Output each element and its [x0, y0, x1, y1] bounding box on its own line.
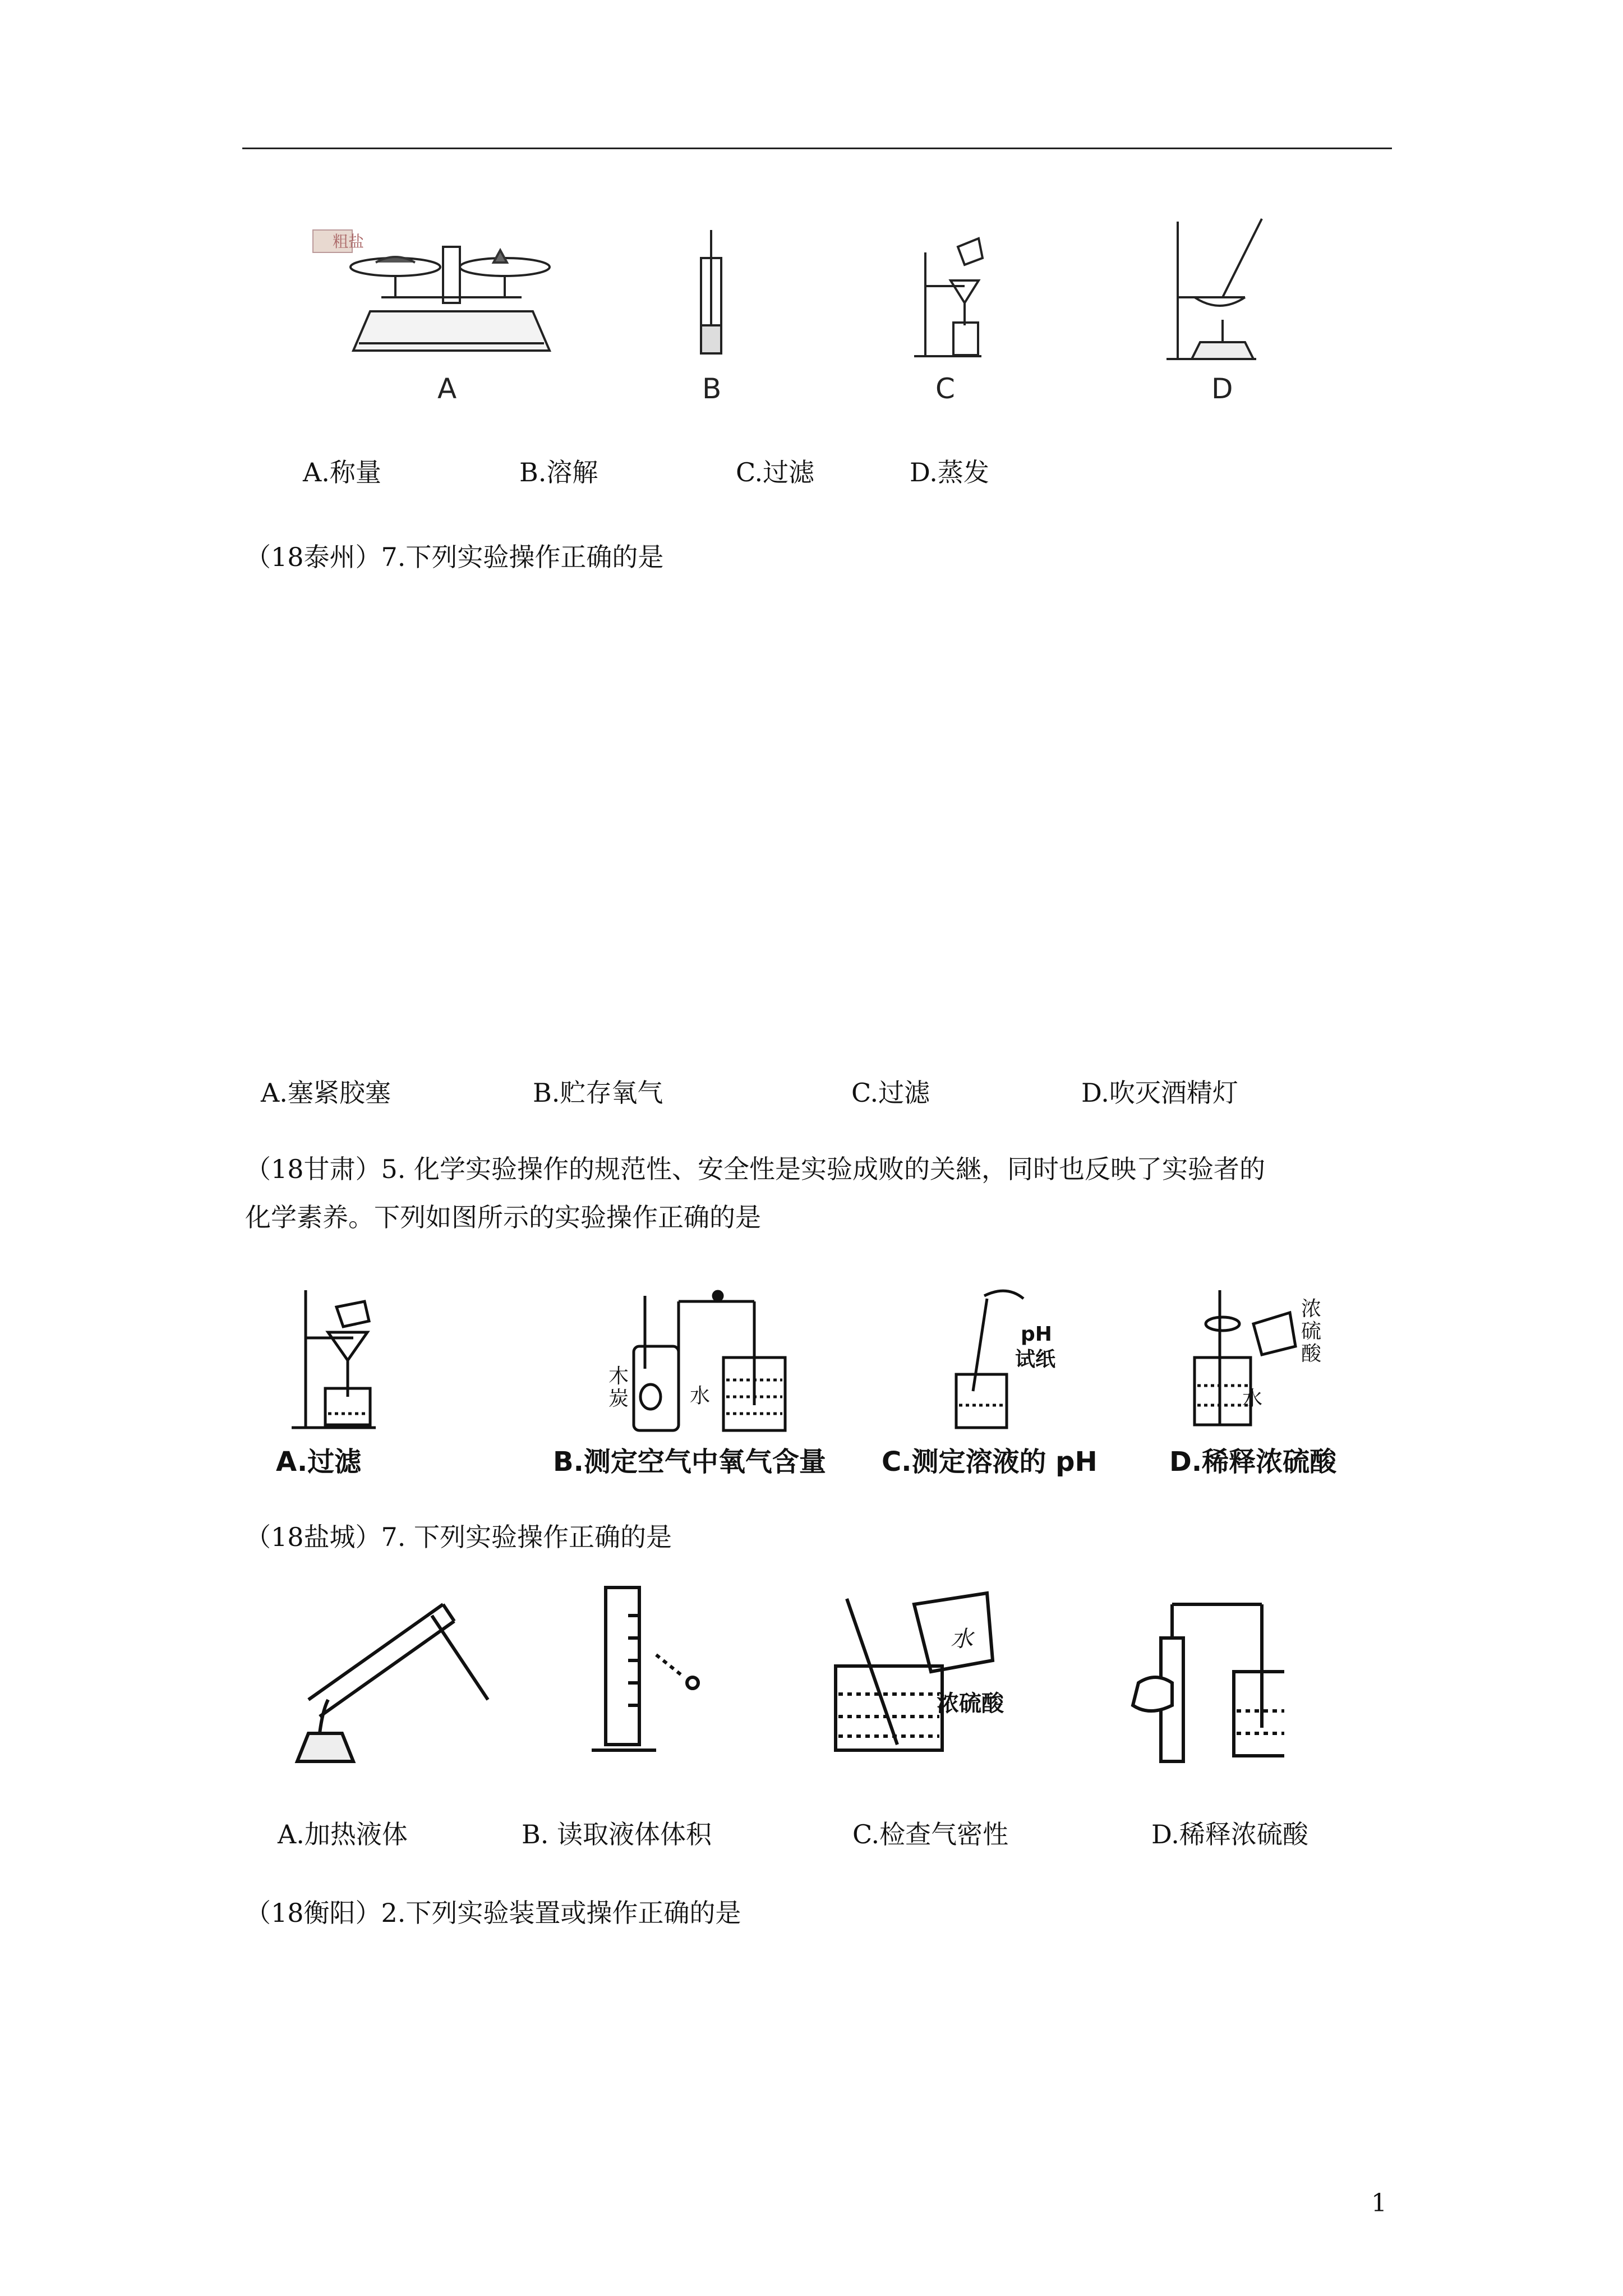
- q4-stem: （18衡阳）2.下列实验装置或操作正确的是: [245, 1898, 741, 1928]
- dissolve-figure: [701, 230, 721, 353]
- q3-airtight-figure: [1133, 1604, 1284, 1761]
- q3-cylinder-figure: [592, 1588, 698, 1750]
- q2-caption-c: C.测定溶液的 pH: [882, 1446, 1098, 1478]
- q2-filter-figure: [292, 1290, 376, 1428]
- q2-ph-figure: [956, 1291, 1023, 1428]
- q2-label-acid-3: 酸: [1301, 1342, 1322, 1365]
- q3-label-water: 水: [951, 1626, 973, 1652]
- filter-figure: [914, 238, 983, 356]
- q3-pour-figure: [836, 1593, 993, 1750]
- q3-label-acid: 浓硫酸: [937, 1691, 1004, 1717]
- q0-option-c: C.过滤: [736, 457, 815, 487]
- q2-caption-d: D.稀释浓硫酸: [1169, 1446, 1337, 1478]
- q3-stem: （18盐城）7. 下列实验操作正确的是: [245, 1522, 672, 1552]
- q2-label-acid-2: 硫: [1301, 1320, 1322, 1343]
- q2-label-ph: pH: [1021, 1323, 1052, 1346]
- q1-option-d: D.吹灭酒精灯: [1081, 1078, 1238, 1108]
- q3-heat-figure: [297, 1604, 488, 1761]
- q1-option-a: A.塞紧胶塞: [261, 1078, 391, 1108]
- figure-letter-c: C: [935, 372, 955, 405]
- q3-figure-row: [275, 1582, 1284, 1773]
- q2-stem-line1: （18甘肃）5. 化学实验操作的规范性、安全性是实验成败的关継，同时也反映了实验者的: [245, 1154, 1266, 1184]
- q2-caption-b: B.测定空气中氧气含量: [553, 1446, 826, 1478]
- q1-stem: （18泰州）7.下列实验操作正确的是: [245, 542, 664, 572]
- q3-option-d: D.稀释浓硫酸: [1151, 1819, 1308, 1849]
- q3-option-c: C.检查气密性: [852, 1819, 1009, 1849]
- q0-option-d: D.蒸发: [910, 457, 989, 487]
- evaporate-figure: [1166, 219, 1262, 359]
- q2-stem-line2: 化学素养。下列如图所示的实验操作正确的是: [245, 1202, 761, 1232]
- page-number: 1: [1371, 2189, 1387, 2217]
- figure-letter-b: B: [702, 372, 722, 405]
- figure-letter-d: D: [1211, 372, 1233, 405]
- q1-option-c: C.过滤: [851, 1078, 930, 1108]
- q2-label-acid-1: 浓: [1301, 1297, 1322, 1320]
- q1-option-b: B.贮存氧气: [533, 1078, 663, 1108]
- q2-label-water-d: 水: [1242, 1387, 1263, 1410]
- q2-label-charcoal-2: 炭: [608, 1387, 629, 1410]
- q2-label-charcoal-1: 木: [608, 1365, 629, 1388]
- q0-option-b: B.溶解: [519, 457, 598, 487]
- q2-label-paper: 试纸: [1015, 1348, 1056, 1371]
- q2-label-water-b: 水: [690, 1384, 711, 1407]
- q3-option-b: B. 读取液体体积: [522, 1819, 712, 1849]
- header-rule: [242, 148, 1392, 149]
- q0-figure-row: [303, 213, 1301, 409]
- figure-letter-a: A: [437, 372, 457, 405]
- q2-figure-row: [275, 1285, 1391, 1484]
- q3-option-a: A.加热液体: [278, 1819, 408, 1849]
- q0-option-a: A.称量: [303, 457, 381, 487]
- q2-caption-a: A.过滤: [276, 1446, 362, 1478]
- q2-oxygen-figure: [634, 1291, 785, 1430]
- salt-tag: 粗盐: [333, 232, 365, 251]
